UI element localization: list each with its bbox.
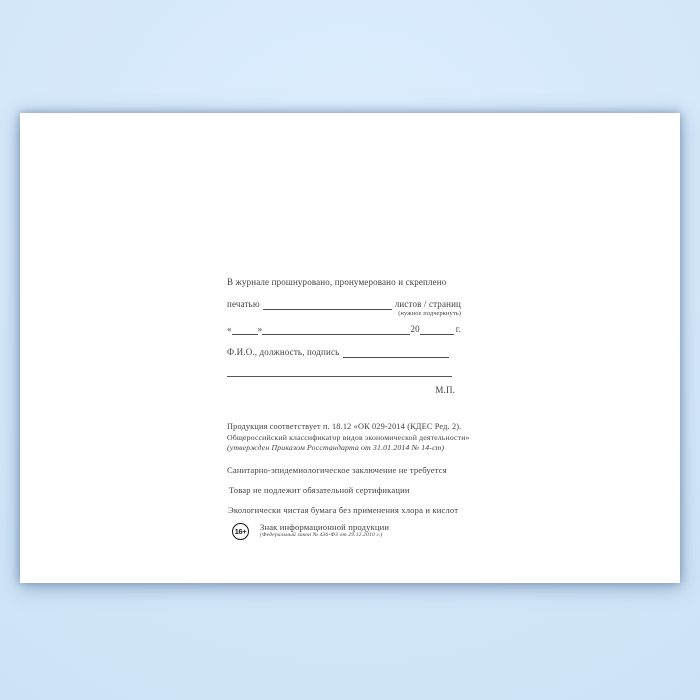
page-content [227,113,470,583]
age-mark-law-note: (Федеральный закон № 436-ФЗ от 29.12.2010 г.) [260,532,383,538]
signature-row [227,347,461,358]
compliance-line-3: (утвержден Приказом Росстандарта от 31.01.2014 № 14-ст) [227,443,445,452]
signature-label: Ф.И.О., должность, подпись [227,347,340,357]
month-blank-field [262,324,410,335]
year-suffix: г. [455,324,461,334]
age-mark-row [227,522,461,540]
day-blank-field [232,324,258,335]
certificate-note-sanitary: Санитарно-эпидемиологическое заключение не требуется [227,465,447,475]
age-16plus-icon: 16+ [232,523,249,540]
signature-rule [227,365,452,377]
sheets-count-blank-field [263,299,392,310]
quote-open: « [227,324,232,334]
compliance-paragraph [227,422,470,454]
sheets-label: листов / страниц [394,299,461,309]
sealed-label: печатью [227,299,260,309]
age-mark-label: Знак информационной продукции [260,522,390,532]
year-prefix: 20 [410,324,420,334]
year-blank-field [420,324,454,335]
compliance-line-2: Общероссийский классификатор видов экономической деятельности» [227,432,470,442]
underline-note: (нужное подчеркнуть) [398,310,461,317]
signature-blank-field [343,347,449,358]
journal-back-page [20,113,680,583]
quote-close: » [257,324,263,334]
seal-row [227,299,461,310]
certificate-note-eco-paper: Экологически чистая бумага без применения хлора и кислот [228,505,459,515]
certificate-note-certification: Товар не подлежит обязательной сертификации [229,485,410,495]
age-mark-text [260,522,389,538]
date-row [227,324,461,335]
seal-place-abbr: М.П. [435,385,455,395]
stitching-statement: В журнале прошнуровано, пронумеровано и скреплено [227,277,447,287]
compliance-line-1: Продукция соответствует п. 18.12 «ОК 029-2014 (КДЕС Ред. 2). [227,422,462,431]
